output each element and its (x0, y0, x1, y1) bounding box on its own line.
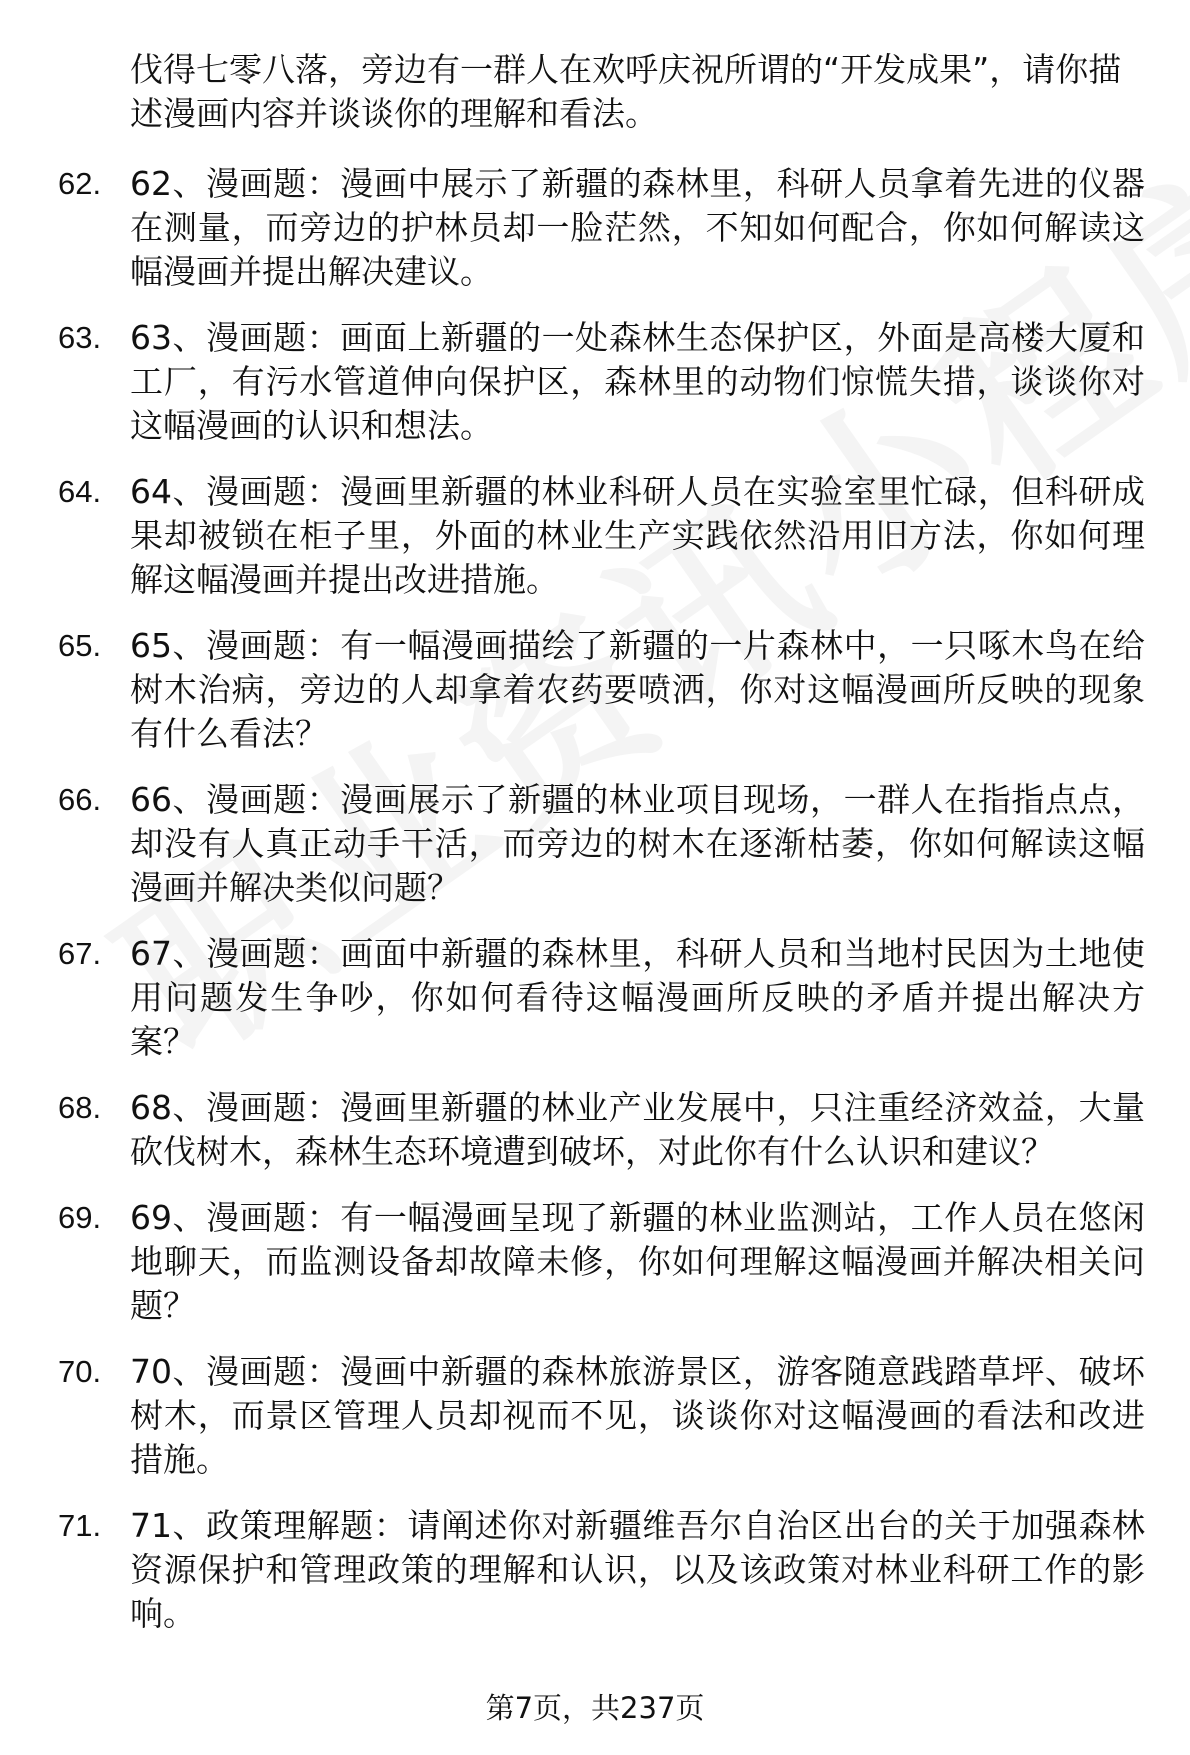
question-item (58, 470, 1148, 602)
question-number: 68. (58, 1090, 102, 1125)
continued-question-text: 伐得七零八落，旁边有一群人在欢呼庆祝所谓的“开发成果”，请你描述漫画内容并谈谈你的理解和看法。 (130, 50, 1122, 133)
question-item (58, 162, 1148, 294)
question-item (58, 1086, 1148, 1174)
question-number: 71. (58, 1508, 102, 1543)
question-number: 70. (58, 1354, 102, 1389)
question-number: 62. (58, 166, 102, 201)
question-number: 63. (58, 320, 102, 355)
page-number-footer: 第7页，共237页 (485, 1691, 705, 1725)
question-text: 70、漫画题：漫画中新疆的森林旅游景区，游客随意践踏草坪、破坏树木，而景区管理人员却视而不见，谈谈你对这幅漫画的看法和改进措施。 (130, 1352, 1145, 1479)
question-item (58, 778, 1148, 910)
question-text: 69、漫画题：有一幅漫画呈现了新疆的林业监测站，工作人员在悠闲地聊天，而监测设备却故障未修，你如何理解这幅漫画并解决相关问题？ (130, 1198, 1145, 1325)
question-item (58, 1196, 1148, 1328)
question-number: 67. (58, 936, 102, 971)
question-text: 71、政策理解题：请阐述你对新疆维吾尔自治区出台的关于加强森林资源保护和管理政策的理解和认识，以及该政策对林业科研工作的影响。 (130, 1506, 1145, 1633)
question-item (58, 932, 1148, 1064)
question-number: 64. (58, 474, 102, 509)
question-number: 65. (58, 628, 102, 663)
question-text: 65、漫画题：有一幅漫画描绘了新疆的一片森林中，一只啄木鸟在给树木治病，旁边的人却拿着农药要喷洒，你对这幅漫画所反映的现象有什么看法？ (130, 626, 1145, 753)
question-item (58, 316, 1148, 448)
question-item (58, 1350, 1148, 1482)
question-text: 68、漫画题：漫画里新疆的林业产业发展中，只注重经济效益，大量砍伐树木，森林生态环境遭到破坏，对此你有什么认识和建议？ (130, 1088, 1145, 1171)
question-list (58, 48, 1148, 1658)
question-number: 66. (58, 782, 102, 817)
question-text: 67、漫画题：画面中新疆的森林里，科研人员和当地村民因为土地使用问题发生争吵，你如何看待这幅漫画所反映的矛盾并提出解决方案？ (130, 934, 1145, 1061)
question-text: 64、漫画题：漫画里新疆的林业科研人员在实验室里忙碌，但科研成果却被锁在柜子里，外面的林业生产实践依然沿用旧方法，你如何理解这幅漫画并提出改进措施。 (130, 472, 1145, 599)
question-text: 63、漫画题：画面上新疆的一处森林生态保护区，外面是高楼大厦和工厂，有污水管道伸向保护区，森林里的动物们惊慌失措，谈谈你对这幅漫画的认识和想法。 (130, 318, 1145, 445)
question-text: 66、漫画题：漫画展示了新疆的林业项目现场，一群人在指指点点，却没有人真正动手干活，而旁边的树木在逐渐枯萎，你如何解读这幅漫画并解决类似问题？ (130, 780, 1145, 907)
question-number: 69. (58, 1200, 102, 1235)
question-item (58, 624, 1148, 756)
question-text: 62、漫画题：漫画中展示了新疆的森林里，科研人员拿着先进的仪器在测量，而旁边的护林员却一脸茫然，不知如何配合，你如何解读这幅漫画并提出解决建议。 (130, 164, 1145, 291)
question-item (58, 1504, 1148, 1636)
